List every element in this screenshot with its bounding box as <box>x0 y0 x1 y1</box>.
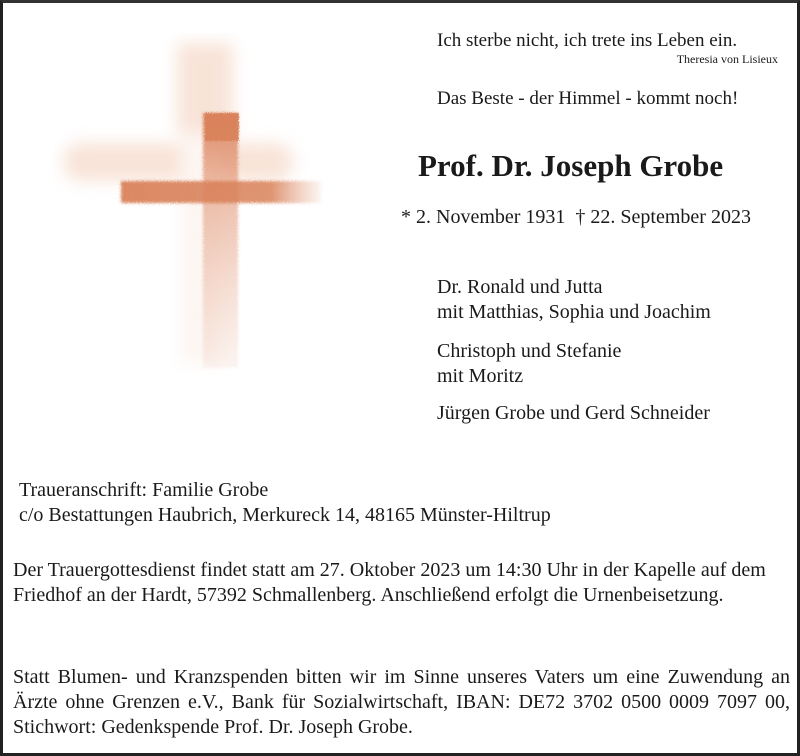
address-line: c/o Bestattungen Haubrich, Merkureck 14, 48165 Münster-Hiltrup <box>19 504 551 526</box>
service-info: Der Trauergottesdienst findet statt am 27. Oktober 2023 um 14:30 Uhr in der Kapelle auf dem Friedhof an der Hardt, 57392 Schmallenberg. Anschließend erfolgt die Urnenbeisetzung. <box>13 559 766 606</box>
mourner-group <box>437 275 711 325</box>
quote-text: Ich sterbe nicht, ich trete ins Leben ein. <box>437 30 738 51</box>
motto-text: Das Beste - der Himmel - kommt noch! <box>437 88 739 109</box>
mourner-group <box>437 339 621 389</box>
address-line: Traueranschrift: Familie Grobe <box>19 479 269 501</box>
mourner-line: mit Matthias, Sophia und Joachim <box>437 301 711 323</box>
mourner-line: mit Moritz <box>437 365 524 387</box>
life-dates: * 2. November 1931 † 22. September 2023 <box>401 206 751 228</box>
mourner-line: Christoph und Stefanie <box>437 340 622 362</box>
mourner-group <box>437 401 710 426</box>
cross-icon <box>53 33 353 393</box>
deceased-name: Prof. Dr. Joseph Grobe <box>418 148 724 183</box>
mourner-line: Jürgen Grobe und Gerd Schneider <box>437 402 710 424</box>
mourning-address <box>19 478 551 528</box>
donation-request: Statt Blumen- und Kranzspenden bitten wir im Sinne unseres Vaters um eine Zuwendung an Ärzte ohne Grenzen e.V., Bank für Sozialwirtschaft, IBAN: DE72 3702 0500 0009 7097 00, Stichwort: Gedenkspende Prof. Dr. Joseph Grobe. <box>13 666 790 738</box>
quote-author: Theresia von Lisieux <box>676 52 778 66</box>
mourner-line: Dr. Ronald und Jutta <box>437 276 603 298</box>
